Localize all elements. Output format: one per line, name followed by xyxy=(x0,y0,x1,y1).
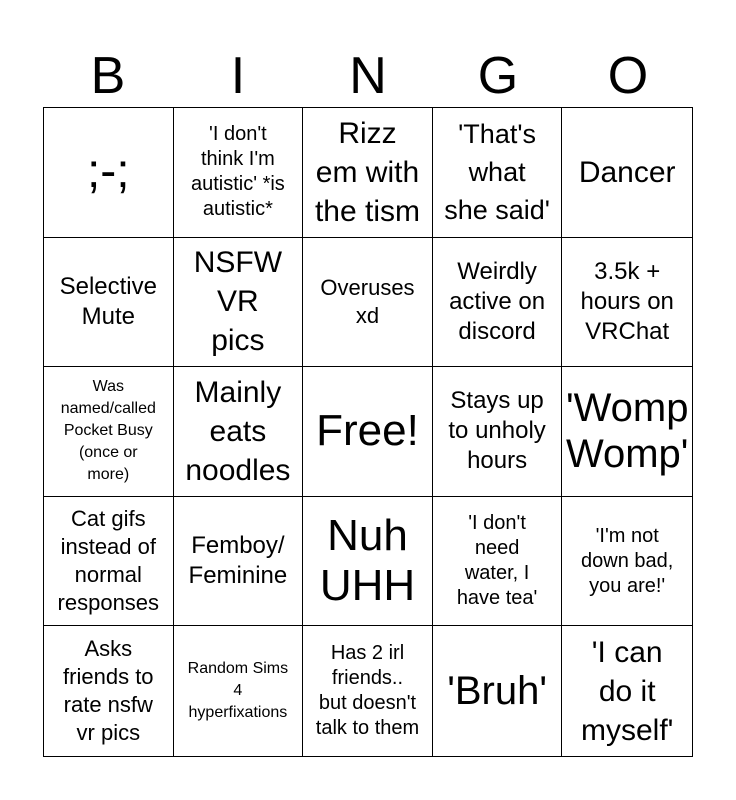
bingo-board xyxy=(43,107,693,757)
bingo-cell-r5c4[interactable]: 'Bruh' xyxy=(433,626,563,756)
bingo-cell-r1c5[interactable]: Dancer xyxy=(562,108,692,238)
bingo-cell-r4c1[interactable]: Cat gifs instead of normal responses xyxy=(44,497,174,627)
bingo-cell-r2c2[interactable]: NSFW VR pics xyxy=(174,238,304,368)
bingo-cell-r3c2[interactable]: Mainly eats noodles xyxy=(174,367,304,497)
header-letter-o: O xyxy=(607,47,649,105)
bingo-cell-r4c3[interactable]: Nuh UHH xyxy=(303,497,433,627)
header-letter-i: I xyxy=(230,47,246,105)
bingo-cell-r1c1[interactable]: ;-; xyxy=(44,108,174,238)
bingo-cell-r2c4[interactable]: Weirdly active on discord xyxy=(433,238,563,368)
bingo-cell-free[interactable]: Free! xyxy=(303,367,433,497)
bingo-cell-r1c2[interactable]: 'I don't think I'm autistic' *is autistic* xyxy=(174,108,304,238)
bingo-cell-r5c2[interactable]: Random Sims 4 hyperfixations xyxy=(174,626,304,756)
bingo-cell-r4c2[interactable]: Femboy/ Feminine xyxy=(174,497,304,627)
bingo-cell-r3c5[interactable]: 'Womp Womp' xyxy=(562,367,692,497)
bingo-cell-r4c4[interactable]: 'I don't need water, I have tea' xyxy=(433,497,563,627)
bingo-cell-r2c3[interactable]: Overuses xd xyxy=(303,238,433,368)
bingo-cell-r2c1[interactable]: Selective Mute xyxy=(44,238,174,368)
bingo-header xyxy=(43,46,693,106)
bingo-cell-r1c4[interactable]: 'That's what she said' xyxy=(433,108,563,238)
header-letter-b: B xyxy=(90,47,126,105)
bingo-cell-r5c1[interactable]: Asks friends to rate nsfw vr pics xyxy=(44,626,174,756)
bingo-cell-r1c3[interactable]: Rizz em with the tism xyxy=(303,108,433,238)
header-letter-n: N xyxy=(349,47,387,105)
bingo-cell-r3c1[interactable]: Was named/called Pocket Busy (once or more) xyxy=(44,367,174,497)
bingo-cell-r5c3[interactable]: Has 2 irl friends.. but doesn't talk to them xyxy=(303,626,433,756)
bingo-cell-r5c5[interactable]: 'I can do it myself' xyxy=(580,635,674,747)
bingo-cell-r2c5[interactable]: 3.5k + hours on VRChat xyxy=(562,238,692,368)
header-letter-g: G xyxy=(477,47,519,105)
bingo-cell-r3c4[interactable]: Stays up to unholy hours xyxy=(433,367,563,497)
bingo-cell-r4c5[interactable]: 'I'm not down bad, you are!' xyxy=(562,497,692,627)
